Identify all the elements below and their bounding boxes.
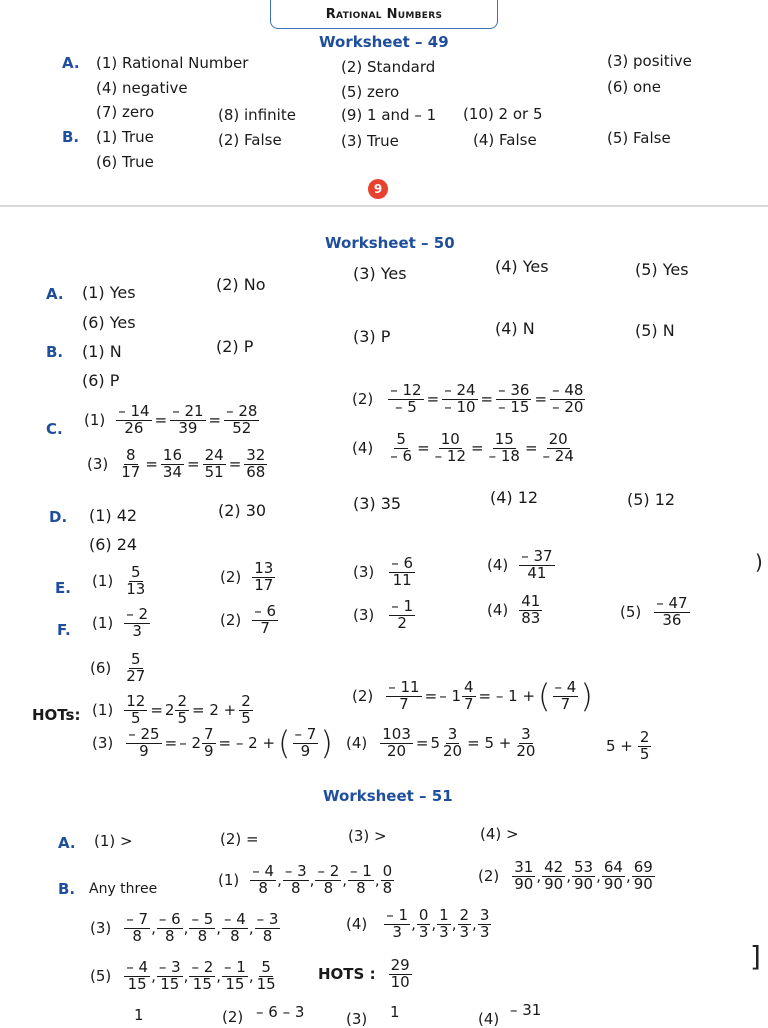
ws50-f3: (3) $\frac{- 1}{2}$ xyxy=(353,597,414,632)
fraction: $\frac{42}{90}$ xyxy=(544,858,564,893)
ws51-a-item: (2) = xyxy=(220,830,259,848)
fraction: $\frac{2}{5}$ xyxy=(177,692,188,727)
ws49-b-item: (6) True xyxy=(96,153,154,171)
worksheet-49-title: Worksheet – 49 xyxy=(319,33,449,51)
ws50-f2: (2) $\frac{- 6}{7}$ xyxy=(220,602,277,637)
ws50-a-item: (2) No xyxy=(216,275,266,294)
ws49-a-item: (4) negative xyxy=(96,79,188,97)
binding-mark: ) xyxy=(755,550,763,574)
ws50-d-item: (1) 42 xyxy=(89,506,138,525)
ws50-c1-equation: (1) $\frac{- 14}{26}$ = $\frac{- 21}{39}$ = $\frac{- 28}{52}$ xyxy=(84,402,258,437)
ws50-f6: (6) $\frac{5}{27}$ xyxy=(90,650,146,685)
fraction: $\frac{- 2}{8}$ xyxy=(317,862,340,897)
worksheet-50-title: Worksheet – 50 xyxy=(325,234,455,252)
ws51-hots-label: HOTS : xyxy=(318,965,376,984)
ws50-f-label: F. xyxy=(57,621,71,639)
fraction: $\frac{- 21}{39}$ xyxy=(172,402,204,437)
fraction: $\frac{64}{90}$ xyxy=(603,858,623,893)
ws51-cut-n4: (4) xyxy=(478,1010,500,1028)
ws49-a-item: (10) 2 or 5 xyxy=(463,105,543,123)
fraction: $\frac{- 3}{8}$ xyxy=(284,862,307,897)
fraction: $\frac{- 47}{36}$ xyxy=(656,594,688,629)
fraction: $\frac{- 7}{9}$ xyxy=(294,725,317,760)
fraction: $\frac{- 4}{8}$ xyxy=(252,862,275,897)
ws50-c1-number: (1) xyxy=(84,411,106,430)
fraction: $\frac{- 2}{15}$ xyxy=(191,958,214,993)
ws50-hots-4: (4) $\frac{103}{20}$ = 5 $\frac{3}{20}$ = 5 + $\frac{3}{20}$ xyxy=(346,725,536,760)
fraction: $\frac{- 3}{15}$ xyxy=(158,958,181,993)
ws49-a-item: (1) Rational Number xyxy=(96,54,249,72)
ws49-b-label: B. xyxy=(62,128,80,146)
ws49-a-item: (9) 1 and – 1 xyxy=(341,106,437,124)
fraction: $\frac{2}{5}$ xyxy=(241,692,251,727)
ws50-c3-equation: (3) $\frac{8}{17}$ = $\frac{16}{34}$ = $\frac{24}{51}$ = $\frac{32}{68}$ xyxy=(87,446,266,481)
ws50-e4: (4) $\frac{- 37}{41}$ xyxy=(487,547,553,582)
fraction: $\frac{5}{15}$ xyxy=(256,958,276,993)
fraction: $\frac{- 4}{15}$ xyxy=(126,958,149,993)
ws50-hots-2: (2) $\frac{- 11}{7}$ = – 1 $\frac{4}{7}$ = – 1 + ( $\frac{- 4}{7}$ ) xyxy=(352,677,593,716)
ws51-b5: (5) $\frac{- 4}{15}$ , $\frac{- 3}{15}$ , $\frac{- 2}{15}$ , $\frac{- 1}{15}$ , $\frac{5}{15}$ xyxy=(90,958,276,993)
ws49-b-item: (3) True xyxy=(341,132,399,150)
fraction: $\frac{31}{90}$ xyxy=(514,858,534,893)
fraction: $\frac{- 7}{8}$ xyxy=(126,910,149,945)
page-fold-divider xyxy=(0,205,768,207)
ws50-f4: (4) $\frac{41}{83}$ xyxy=(487,592,541,627)
ws50-c2-equation: (2) $\frac{- 12}{- 5}$ = $\frac{- 24}{- 10}$ = $\frac{- 36}{- 15}$ = $\frac{- 48}{- 20}$ xyxy=(352,381,584,416)
fraction: $\frac{- 4}{8}$ xyxy=(224,910,246,945)
ws49-a-item: (7) zero xyxy=(96,103,155,121)
binding-mark: ] xyxy=(750,940,761,973)
ws51-cut-2: – 6 – 3 xyxy=(256,1003,305,1021)
fraction: $\frac{- 6}{7}$ xyxy=(254,602,277,637)
ws51-b2: (2) $\frac{31}{90}$ , $\frac{42}{90}$ , $\frac{53}{90}$ , $\frac{64}{90}$ , $\frac{69}{90}$ xyxy=(478,858,653,893)
fraction: $\frac{10}{- 12}$ xyxy=(434,430,466,465)
fraction: $\frac{32}{68}$ xyxy=(246,446,266,481)
fraction: $\frac{69}{90}$ xyxy=(633,858,653,893)
fraction: $\frac{5}{27}$ xyxy=(126,650,146,685)
fraction: $\frac{3}{20}$ xyxy=(516,725,536,760)
fraction: $\frac{- 28}{52}$ xyxy=(226,402,258,437)
fraction: $\frac{- 1}{15}$ xyxy=(224,958,246,993)
ws49-b-item: (5) False xyxy=(607,129,671,147)
fraction: $\frac{0}{3}$ xyxy=(418,906,429,941)
fraction: $\frac{- 37}{41}$ xyxy=(521,547,553,582)
ws49-a-item: (2) Standard xyxy=(341,58,436,76)
fraction: $\frac{- 2}{3}$ xyxy=(126,605,149,640)
fraction: $\frac{- 6}{8}$ xyxy=(158,910,181,945)
ws50-d-item: (3) 35 xyxy=(353,494,402,513)
fraction: $\frac{15}{- 18}$ xyxy=(488,430,520,465)
fraction: $\frac{- 5}{8}$ xyxy=(191,910,214,945)
ws50-f1: (1) $\frac{- 2}{3}$ xyxy=(92,605,149,640)
ws51-cut-n2: (2) xyxy=(222,1008,244,1026)
ws50-b-item: (1) N xyxy=(82,342,122,361)
ws50-c4-equation: (4) $\frac{5}{- 6}$ = $\frac{10}{- 12}$ = $\frac{15}{- 18}$ = $\frac{20}{- 24}$ xyxy=(352,430,574,465)
fraction: $\frac{- 11}{7}$ xyxy=(388,678,420,713)
fraction: $\frac{- 4}{7}$ xyxy=(554,678,577,713)
ws51-a-item: (4) > xyxy=(480,825,519,843)
ws49-a-label: A. xyxy=(62,54,80,72)
ws49-b-item: (1) True xyxy=(96,128,154,146)
ws49-b-item: (4) False xyxy=(473,131,537,149)
fraction: $\frac{2}{3}$ xyxy=(459,906,470,941)
fraction: $\frac{24}{51}$ xyxy=(204,446,224,481)
ws50-hots-label: HOTs: xyxy=(32,706,81,724)
ws51-b3: (3) $\frac{- 7}{8}$ , $\frac{- 6}{8}$ , $\frac{- 5}{8}$ , $\frac{- 4}{8}$ , $\frac{- 3}{8}$ xyxy=(90,910,279,945)
ws50-c3-number: (3) xyxy=(87,455,109,474)
fraction: $\frac{4}{7}$ xyxy=(464,678,474,713)
chapter-title: Rational Numbers xyxy=(325,6,443,22)
ws50-a-item: (3) Yes xyxy=(353,264,407,283)
ws51-a-item: (1) > xyxy=(94,832,133,850)
fraction: $\frac{- 1}{2}$ xyxy=(391,597,414,632)
ws49-a-item: (6) one xyxy=(607,78,661,96)
ws51-b-any: Any three xyxy=(89,881,158,897)
ws51-a-label: A. xyxy=(58,834,76,852)
ws50-c-label: C. xyxy=(46,420,63,438)
ws50-f5: (5) $\frac{- 47}{36}$ xyxy=(620,594,688,629)
fraction: $\frac{3}{20}$ xyxy=(443,725,463,760)
ws50-a-label: A. xyxy=(46,285,64,303)
fraction: $\frac{8}{17}$ xyxy=(121,446,141,481)
ws50-b-item: (3) P xyxy=(353,327,391,346)
fraction: $\frac{3}{3}$ xyxy=(479,906,490,941)
fraction: $\frac{41}{83}$ xyxy=(521,592,541,627)
fraction: $\frac{16}{34}$ xyxy=(162,446,183,481)
ws49-a-item: (5) zero xyxy=(341,83,400,101)
ws51-cut-4: – 31 xyxy=(510,1001,542,1019)
fraction: $\frac{53}{90}$ xyxy=(574,858,594,893)
fraction: $\frac{29}{10}$ xyxy=(390,956,410,991)
fraction: $\frac{- 24}{- 10}$ xyxy=(444,381,476,416)
ws51-b-label: B. xyxy=(58,880,76,898)
ws50-a-item: (5) Yes xyxy=(635,260,689,279)
fraction: $\frac{- 12}{- 5}$ xyxy=(390,381,422,416)
ws50-e1: (1) $\frac{5}{13}$ xyxy=(92,563,146,598)
fraction: $\frac{5}{13}$ xyxy=(126,563,146,598)
fraction: $\frac{2}{5}$ xyxy=(639,728,650,763)
fraction: $\frac{- 14}{26}$ xyxy=(118,402,150,437)
ws50-a-item: (6) Yes xyxy=(82,313,136,332)
ws50-hots-3: (3) $\frac{- 25}{9}$ = – 2 $\frac{7}{9}$ = – 2 + ( $\frac{- 7}{9}$ ) xyxy=(92,724,333,763)
fraction: $\frac{- 36}{- 15}$ xyxy=(498,381,530,416)
ws50-b-label: B. xyxy=(46,343,64,361)
ws51-cut-n3: (3) xyxy=(346,1010,368,1028)
worksheet-51-title: Worksheet – 51 xyxy=(323,787,453,805)
fraction: $\frac{- 1}{8}$ xyxy=(350,862,372,897)
fraction: $\frac{- 48}{- 20}$ xyxy=(552,381,584,416)
ws50-d-item: (6) 24 xyxy=(89,535,138,554)
ws50-hots-extra: 5 + $\frac{2}{5}$ xyxy=(606,728,650,763)
ws50-a-item: (1) Yes xyxy=(82,283,136,302)
chapter-header xyxy=(270,0,498,29)
fraction: $\frac{1}{3}$ xyxy=(439,906,449,941)
ws49-a-item: (8) infinite xyxy=(218,106,296,124)
ws50-d-item: (2) 30 xyxy=(218,501,267,520)
fraction: $\frac{- 1}{3}$ xyxy=(386,906,409,941)
ws50-b-item: (4) N xyxy=(495,319,535,338)
ws50-d-item: (4) 12 xyxy=(490,488,539,507)
ws50-b-item: (2) P xyxy=(216,337,254,356)
fraction: $\frac{- 6}{11}$ xyxy=(391,554,414,589)
ws50-a-item: (4) Yes xyxy=(495,257,549,276)
page-number-badge: 9 xyxy=(368,179,388,199)
ws50-d-item: (5) 12 xyxy=(627,490,676,509)
fraction: $\frac{103}{20}$ xyxy=(382,725,411,760)
fraction: $\frac{12}{5}$ xyxy=(126,692,146,727)
fraction: $\frac{- 25}{9}$ xyxy=(128,725,160,760)
ws49-b-item: (2) False xyxy=(218,131,282,149)
fraction: $\frac{0}{8}$ xyxy=(382,862,393,897)
ws50-c4-number: (4) xyxy=(352,439,374,458)
ws50-d-label: D. xyxy=(49,508,68,526)
ws50-b-item: (6) P xyxy=(82,371,120,390)
fraction: $\frac{20}{- 24}$ xyxy=(542,430,574,465)
ws50-c2-number: (2) xyxy=(352,390,374,409)
ws49-a-item: (3) positive xyxy=(607,52,692,70)
fraction: $\frac{7}{9}$ xyxy=(204,725,214,760)
fraction: $\frac{- 3}{8}$ xyxy=(256,910,279,945)
fraction: $\frac{13}{17}$ xyxy=(254,559,274,594)
ws51-b4: (4) $\frac{- 1}{3}$ , $\frac{0}{3}$ , $\frac{1}{3}$ , $\frac{2}{3}$ , $\frac{3}{3}$ xyxy=(346,906,490,941)
ws51-cut-1: 1 xyxy=(134,1006,144,1024)
ws50-hots-1: (1) $\frac{12}{5}$ = 2 $\frac{2}{5}$ = 2 + $\frac{2}{5}$ xyxy=(92,692,251,727)
ws50-e3: (3) $\frac{- 6}{11}$ xyxy=(353,554,414,589)
ws51-hots xyxy=(318,958,413,991)
ws50-b-item: (5) N xyxy=(635,321,675,340)
ws51-cut-3: 1 xyxy=(390,1003,400,1021)
ws51-b1: (1) $\frac{- 4}{8}$ , $\frac{- 3}{8}$ , $\frac{- 2}{8}$ , $\frac{- 1}{8}$ , $\frac{0}{8}$ xyxy=(218,862,393,897)
ws50-e-label: E. xyxy=(55,579,71,597)
ws51-a-item: (3) > xyxy=(348,827,387,845)
ws50-e2: (2) $\frac{13}{17}$ xyxy=(220,559,274,594)
fraction: $\frac{5}{- 6}$ xyxy=(390,430,413,465)
